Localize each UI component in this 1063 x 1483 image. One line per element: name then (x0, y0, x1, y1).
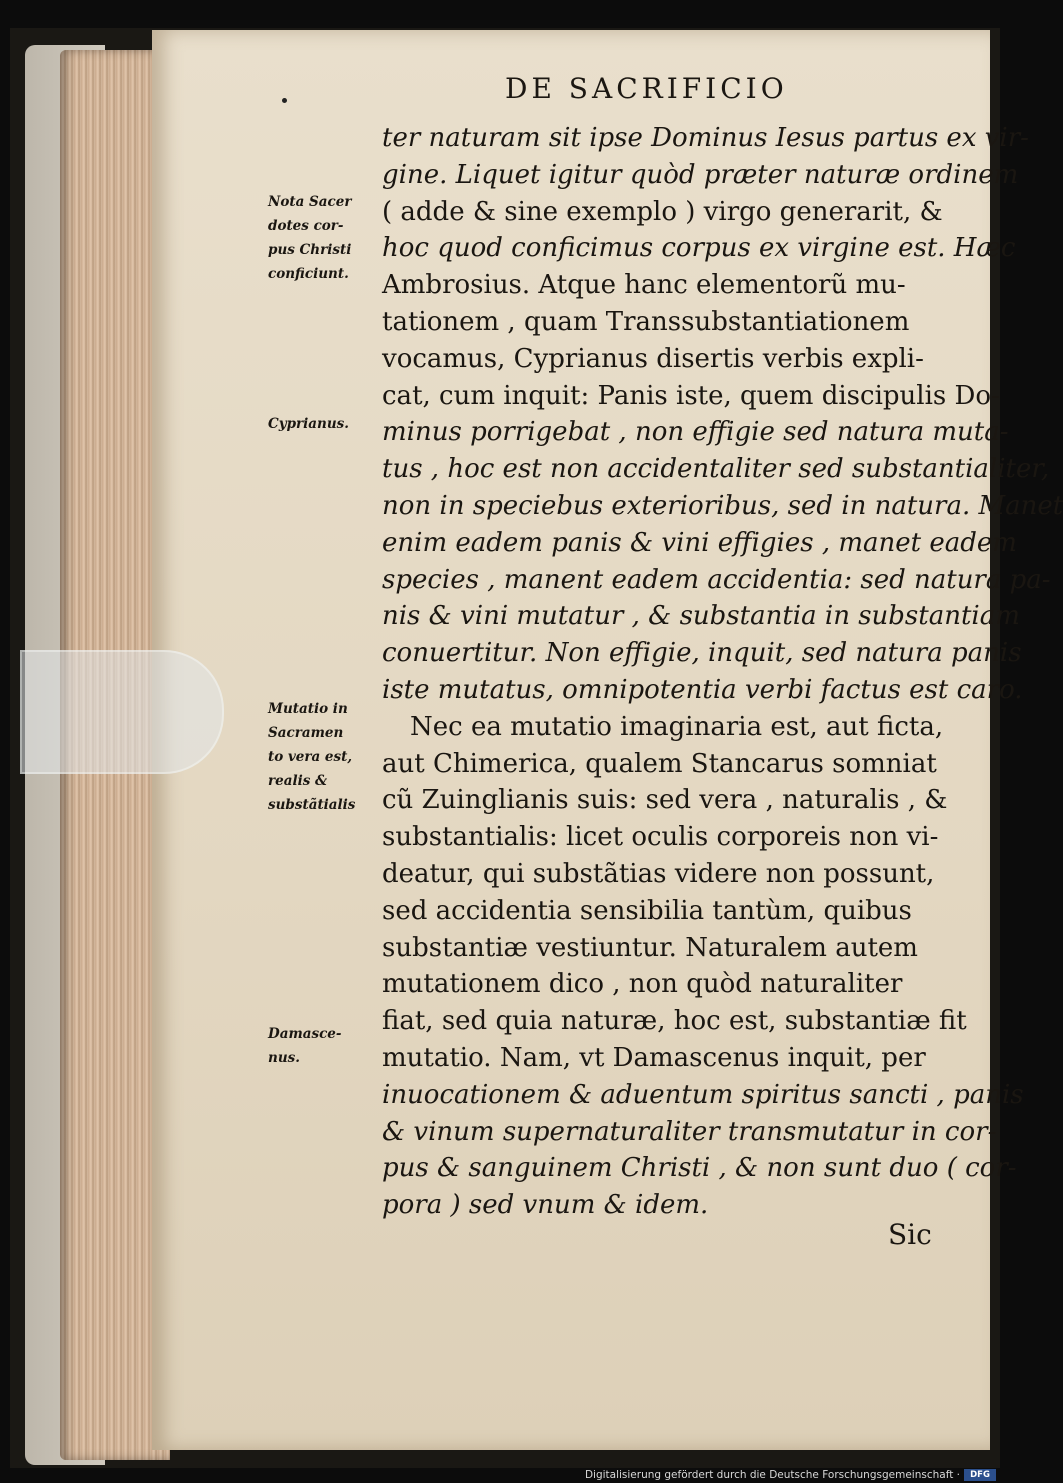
text-line: Nec ea mutatio imaginaria est, aut ficta, (410, 711, 944, 742)
catchword: Sic (888, 1218, 932, 1251)
text-line: & vinum supernaturaliter transmutatur in cor- (382, 1116, 997, 1147)
text-line: substantiæ vestiuntur. Naturalem autem (382, 932, 918, 963)
text-line: cat, cum inquit: Panis iste, quem discipulis Do- (382, 380, 1000, 411)
text-line: gine. Liquet igitur quòd præter naturæ ordinem (382, 159, 1019, 190)
running-header: DE SACRIFICIO (505, 72, 788, 105)
text-line: hoc quod conficimus corpus ex virgine est. Hæc (382, 233, 1016, 264)
text-line: minus porrigebat , non effigie sed natura muta- (382, 417, 1009, 448)
text-line: fiat, sed quia naturæ, hoc est, substantiæ fit (382, 1006, 967, 1037)
text-line: tus , hoc est non accidentaliter sed substantialiter, (382, 454, 1050, 485)
text-line: inuocationem & aduentum spiritus sancti , panis (382, 1079, 1024, 1110)
text-line: enim eadem panis & vini effigies , manet eadem (382, 527, 1017, 558)
text-line: tationem , quam Transsubstantiationem (382, 306, 910, 337)
margin-note-cyprianus: Cyprianus. (268, 416, 349, 432)
main-text (382, 120, 1063, 1224)
text-line: aut Chimerica, qualem Stancarus somniat (382, 748, 937, 779)
margin-note-nota-sacerdotes: Nota Sacer dotes cor- pus Christi conficiunt. (268, 194, 352, 282)
margin-note-mutatio: Mutatio in Sacramen to vera est, realis & substãtialis (268, 701, 356, 813)
text-line: sed accidentia sensibilia tantùm, quibus (382, 895, 912, 926)
footer-credit: Digitalisierung gefördert durch die Deutsche Forschungsgemeinschaft · (584, 1469, 960, 1481)
text-line: mutatio. Nam, vt Damascenus inquit, per (382, 1042, 926, 1073)
text-line: substantialis: licet oculis corporeis non vi- (382, 822, 939, 853)
text-line: non in speciebus exterioribus, sed in natura. Manet (382, 490, 1063, 521)
dfg-logo: DFG (964, 1469, 996, 1481)
text-line: ter naturam sit ipse Dominus Iesus partus ex vir- (382, 123, 1029, 153)
text-line: pus & sanguinem Christi , & non sunt duo ( cor- (382, 1153, 1017, 1184)
text-line: pora ) sed vnum & idem. (382, 1190, 709, 1221)
text-line: iste mutatus, omnipotentia verbi factus est caro. (382, 674, 1023, 705)
text-line: conuertitur. Non effigie, inquit, sed natura panis (382, 638, 1022, 669)
ink-dot (282, 98, 287, 103)
text-line: ( adde & sine exemplo ) virgo generarit, & (382, 196, 943, 227)
page-clip (20, 650, 224, 774)
text-line: species , manent eadem accidentia: sed natura pa- (382, 564, 1051, 595)
text-line: Ambrosius. Atque hanc elementorũ mu- (382, 270, 906, 301)
text-line: mutationem dico , non quòd naturaliter (382, 969, 903, 1000)
text-line: nis & vini mutatur , & substantia in substantiam (382, 601, 1020, 632)
text-line: vocamus, Cyprianus disertis verbis expli- (382, 343, 924, 374)
margin-note-damascenus: Damasce- nus. (268, 1026, 342, 1066)
text-line: cũ Zuinglianis suis: sed vera , naturalis , & (382, 785, 948, 816)
text-line: deatur, qui substãtias videre non possunt, (382, 858, 935, 889)
